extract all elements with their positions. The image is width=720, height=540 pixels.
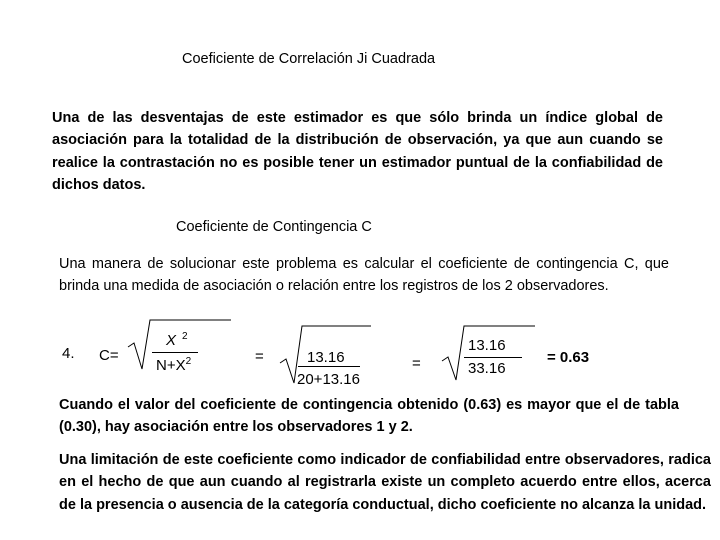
limitation-paragraph: Una limitación de este coeficiente como indicador de confiabilidad entre observadores, radica en el hecho de que aun cuando al registrarla existe un completo acuerdo entre ellos, acerca de la presencia o ausencia de la categoría conductual, dicho coeficiente no alcanza la unidad.	[59, 452, 711, 513]
fraction1-numerator: X $^2$	[166, 331, 188, 349]
fraction1-bar	[152, 352, 198, 353]
section-title-chi-square: Coeficiente de Correlación Ji Cuadrada	[182, 51, 436, 67]
fraction2-numerator: 13.16	[307, 349, 345, 366]
fraction3-numerator: 13.16	[468, 337, 506, 354]
equals-sign-1: =	[255, 348, 264, 365]
fraction2-denominator: 20+13.16	[297, 371, 360, 388]
fraction2-bar	[298, 366, 360, 367]
contingency-paragraph: Una manera de solucionar este problema es calcular el coeficiente de contingencia C, que brinda una medida de asociación o relación entre los registros de los 2 observadores.	[59, 256, 669, 295]
result-interpretation-paragraph: Cuando el valor del coeficiente de contingencia obtenido (0.63) es mayor que el de tabla (0.30), hay asociación entre los observadores 1 y 2.	[59, 397, 679, 436]
formula-number: 4.	[62, 345, 75, 362]
equals-sign-2: =	[412, 355, 421, 372]
formula-lhs: C=	[99, 347, 119, 364]
fraction3-denominator: 33.16	[468, 360, 506, 377]
formula-result: = 0.63	[547, 349, 590, 366]
chi-square-paragraph: Una de las desventajas de este estimador es que sólo brinda un índice global de asociación para la totalidad de la distribución de observación, ya que aun cuando se realice la contrastación no es posible tener un estimador puntual de la confiabilidad de dichos datos.	[52, 110, 663, 194]
fraction3-bar	[464, 357, 522, 358]
fraction1-denominator: $N+X^2$	[156, 356, 192, 374]
section-title-contingency: Coeficiente de Contingencia C	[176, 219, 372, 235]
